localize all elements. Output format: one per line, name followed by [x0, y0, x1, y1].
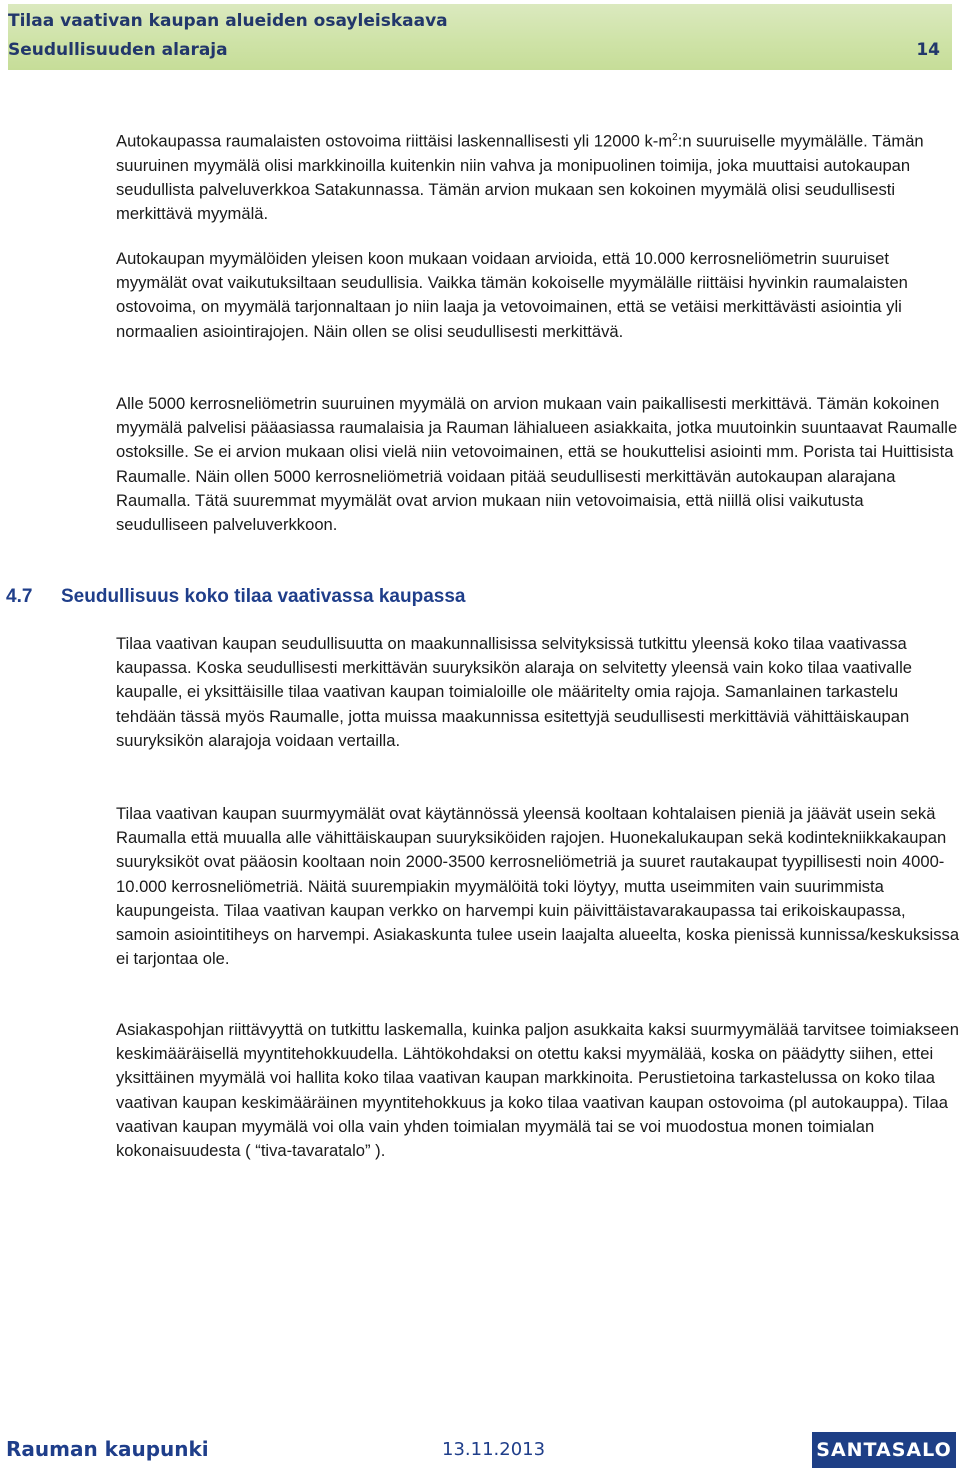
- paragraph-6: Asiakaspohjan riittävyyttä on tutkittu laskemalla, kuinka paljon asukkaita kaksi suurmyymälää tarvitsee toimiakseen keskimääräisellä myyntitehokkuudella. Lähtökohdaksi on otettu kaksi myymälää, koska on päädytty siihen, ettei yksittäinen myymälä voi hallita koko tilaa vaativan kaupan markkinoita. Perustietoina tarkastelussa on koko tilaa vaativan kaupan keskimääräinen myyntitehokkuus ja koko tilaa vaativan kaupan ostovoima (pl autokauppa). Tilaa vaativan kaupan myymälä voi olla vain yhden toimialan myymälä tai se voi muodostua monen toimialan kokonaisuudesta ( “tiva-tavaratalo” ).: [116, 1020, 959, 1161]
- footer-date: 13.11.2013: [442, 1439, 546, 1460]
- page-header: [8, 4, 952, 70]
- paragraph-5: Tilaa vaativan kaupan suurmyymälät ovat käytännössä yleensä kooltaan kohtalaisen pieniä ja jäävät usein sekä Raumalla että muualla alle vähittäiskaupan suuryksiköiden rajojen. Huonekalukaupan sekä kodintekniikkakaupan suuryksiköt ovat pääosin kooltaan noin 2000-3500 kerrosneliömetriä ja suuret rautakaupat tyypillisesti noin 4000-10.000 kerrosneliömetriä. Näitä suurempiakin myymälöitä toki löytyy, mutta useimmiten vain suurimmista kaupungeista. Tilaa vaativan kaupan verkko on harvempi kuin päivittäistavarakaupassa tai erikoiskaupassa, samoin asiointitiheys on harvempi. Asiakaskunta tulee usein laajalta alueelta, koska pienissä kunnissa/keskuksissa ei tarjontaa ole.: [116, 804, 960, 969]
- paragraph-3: Alle 5000 kerrosneliömetrin suuruinen myymälä on arvion mukaan vain paikallisesti merkittävä. Tämän kokoinen myymälä palvelisi pääasiassa raumalaisia ja Rauman lähialueen asiakkaita, jotka muutoinkin suuntaavat Raumalle ostoksille. Se ei arvion mukaan olisi vielä niin vetovoimainen, että se houkuttelisi asiointi mm. Porista tai Huittisista Raumalle. Näin ollen 5000 kerrosneliömetriä voidaan pitää seudullisesti merkittävän autokaupan alarajana Raumalla. Tätä suuremmat myymälät ovat arvion mukaan niin vetovoimaisia, että niillä olisi vaikutusta seudulliseen palveluverkkoon.: [116, 394, 958, 535]
- section-number: 4.7: [6, 586, 33, 607]
- section-heading: [6, 584, 465, 610]
- section-title: Seudullisuus koko tilaa vaativassa kaupassa: [61, 586, 466, 607]
- document-subtitle: Seudullisuuden alaraja: [8, 40, 228, 60]
- paragraph-1-text-b: :n suuruiselle myymälälle. Tämän suuruinen myymälä olisi markkinoilla kuitenkin niin vahva ja monipuolinen toimija, joka muuttaisi autokaupan seudullista palveluverkkoa Satakunnassa. Tämän arvion mukaan sen kokoinen myymälä olisi seudullisesti merkittävä myymälä.: [116, 131, 924, 224]
- superscript-2: 2: [672, 132, 678, 143]
- paragraph-1: [116, 126, 960, 226]
- document-title: Tilaa vaativan kaupan alueiden osayleiskaava: [8, 11, 448, 31]
- paragraph-2: Autokaupan myymälöiden yleisen koon mukaan voidaan arvioida, että 10.000 kerrosneliömetrin suuruiset myymälät ovat vaikutuksiltaan seudullisia. Vaikka tämän kokoiselle myymälälle riittäisi hyvinkin raumalaisten ostovoima, on myymälä tarjonnaltaan jo niin laaja ja vetovoimainen, että se vetäisi merkittävästi asiointia yli normaalien asiointirajojen. Näin ollen se olisi seudullisesti merkittävä.: [116, 249, 908, 341]
- page-number: 14: [916, 40, 940, 60]
- footer-client: Rauman kaupunki: [6, 1437, 209, 1461]
- paragraph-4: Tilaa vaativan kaupan seudullisuutta on maakunnallisissa selvityksissä tutkittu yleensä koko tilaa vaativassa kaupassa. Koska seudullisesti merkittävän suuryksikön alaraja on selvitetty yleensä vain koko tilaa vaativalle kaupalle, ei yksittäisille tilaa vaativan kaupan toimialoille ole määritelty omia rajoja. Samanlainen tarkastelu tehdään tässä myös Raumalle, jotta muissa maakunnissa esitettyjä seudullisesti merkittäviä vähittäiskaupan suuryksikön alarajoja voidaan vertailla.: [116, 634, 912, 750]
- paragraph-1-text-a: Autokaupassa raumalaisten ostovoima riittäisi laskennallisesti yli 12000 k-m: [116, 131, 673, 151]
- santasalo-logo: SANTASALO: [812, 1432, 956, 1468]
